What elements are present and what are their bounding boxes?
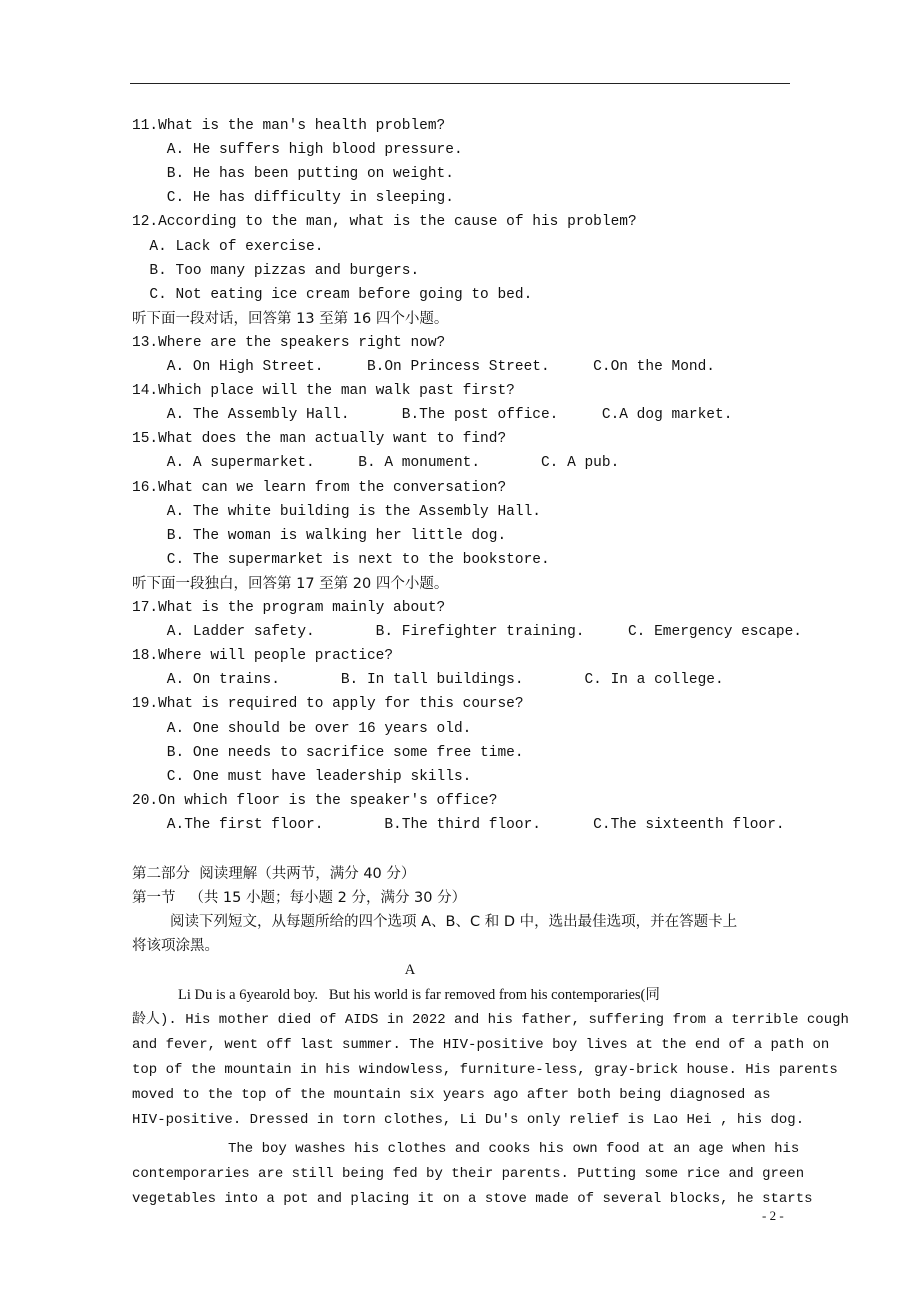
question-line: C. The supermarket is next to the bookstore.	[132, 551, 550, 568]
question-line: 18.Where will people practice?	[132, 648, 394, 665]
question-line: 12.According to the man, what is the cause of his problem?	[132, 214, 637, 231]
question-line: A. On trains. B. In tall buildings. C. In a college.	[132, 672, 724, 689]
question-line: A. He suffers high blood pressure.	[132, 142, 463, 159]
question-line: C. One must have leadership skills.	[132, 768, 472, 785]
question-line: A. One should be over 16 years old.	[132, 720, 472, 737]
question-line: B. The woman is walking her little dog.	[132, 527, 507, 544]
page-number: - 2 -	[762, 1208, 784, 1223]
passage-line: top of the mountain in his windowless, furniture-less, gray-brick house. His parents	[132, 1062, 838, 1078]
question-line: A.The first floor. B.The third floor. C.The sixteenth floor.	[132, 816, 785, 833]
passage-line: and fever, went off last summer. The HIV-positive boy lives at the end of a path on	[132, 1037, 830, 1053]
question-line: A. Lack of exercise.	[132, 238, 324, 255]
instruction-line-1: 阅读下列短文，从每题所给的四个选项 A、B、C 和 D 中，选出最佳选项，并在答题卡上	[170, 914, 738, 930]
passage-line: vegetables into a pot and placing it on a stove made of several blocks, he starts	[132, 1191, 813, 1207]
passage-label: A	[404, 962, 416, 978]
section-instruction: 听下面一段独白，回答第 17 至第 20 四个小题。	[132, 575, 449, 592]
passage-line: HIV-positive. Dressed in torn clothes, Li Du's only relief is Lao Hei , his dog.	[132, 1112, 805, 1128]
question-line: C. Not eating ice cream before going to bed.	[132, 286, 533, 303]
question-line: 16.What can we learn from the conversation?	[132, 479, 507, 496]
question-line: 17.What is the program mainly about?	[132, 600, 446, 616]
section-one-heading: 第一节 （共 15 小题；每小题 2 分，满分 30 分）	[132, 890, 467, 906]
question-line: A. A supermarket. B. A monument. C. A pub.	[132, 455, 620, 472]
question-line: A. Ladder safety. B. Firefighter training. C. Emergency escape.	[132, 624, 803, 641]
question-line: 13.Where are the speakers right now?	[132, 334, 446, 351]
question-line: B. He has been putting on weight.	[132, 166, 454, 183]
passage-line: Li Du is a 6yearold boy. But his world is far removed from his contemporaries(同	[178, 987, 660, 1003]
passage-line: 龄人). His mother died of AIDS in 2022 and his father, suffering from a terrible cough	[132, 1012, 849, 1028]
question-line: B. Too many pizzas and burgers.	[132, 262, 420, 279]
question-line: 20.On which floor is the speaker's office?	[132, 792, 498, 809]
question-line: 15.What does the man actually want to find?	[132, 431, 507, 448]
question-line: 11.What is the man's health problem?	[132, 118, 446, 134]
section-instruction: 听下面一段对话，回答第 13 至第 16 四个小题。	[132, 310, 449, 327]
question-line: 19.What is required to apply for this course?	[132, 696, 524, 713]
question-line: C. He has difficulty in sleeping.	[132, 190, 454, 207]
passage-line: contemporaries are still being fed by their parents. Putting some rice and green	[132, 1166, 805, 1182]
question-line: A. The white building is the Assembly Hall.	[132, 503, 541, 520]
question-line: B. One needs to sacrifice some free time.	[132, 744, 524, 761]
header-rule	[130, 83, 790, 84]
instruction-line-2: 将该项涂黑。	[132, 938, 219, 954]
passage-line: The boy washes his clothes and cooks his own food at an age when his	[228, 1141, 800, 1157]
question-line: A. On High Street. B.On Princess Street. C.On the Mond.	[132, 359, 715, 375]
passage-line: moved to the top of the mountain six years ago after both being diagnosed as	[132, 1087, 771, 1103]
question-line: A. The Assembly Hall. B.The post office. C.A dog market.	[132, 407, 733, 424]
part-two-heading: 第二部分 阅读理解（共两节，满分 40 分）	[132, 866, 416, 882]
question-line: 14.Which place will the man walk past first?	[132, 383, 515, 400]
